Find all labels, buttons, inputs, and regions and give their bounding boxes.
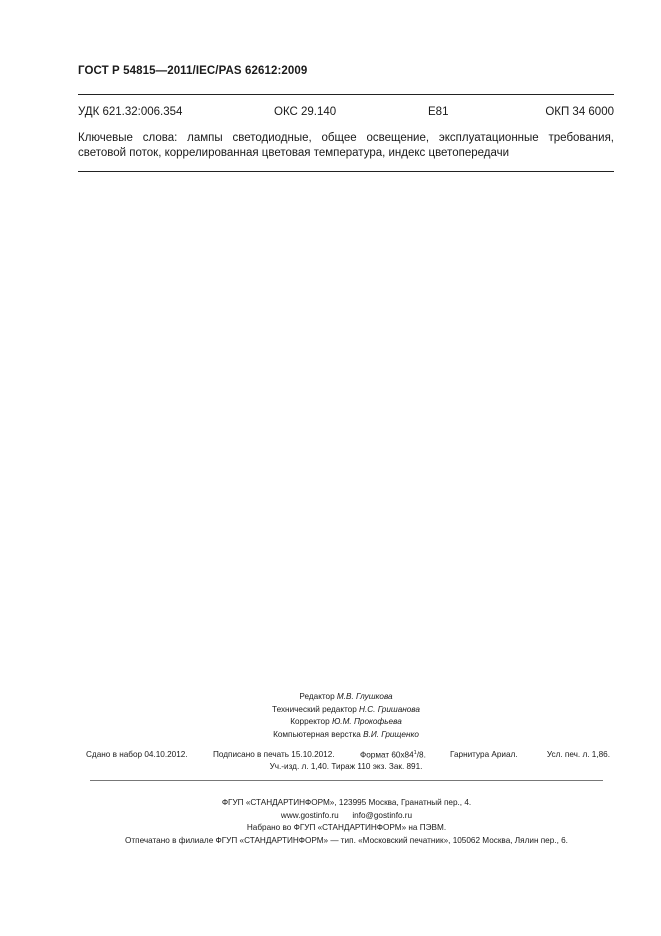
editor-name: М.В. Глушкова — [336, 692, 393, 701]
corrector-name: Ю.М. Прокофьева — [331, 717, 402, 726]
okp-code: ОКП 34 6000 — [545, 106, 614, 118]
signed-date: Подписано в печать 15.10.2012. — [213, 750, 335, 759]
publisher-address: ФГУП «СТАНДАРТИНФОРМ», 123995 Москва, Гранатный пер., 4. — [221, 798, 472, 807]
format-superscript: 1 — [413, 750, 417, 756]
printing-note: Отпечатано в филиале ФГУП «СТАНДАРТИНФОРМ» — тип. «Московский печатник», 105062 Москва, Лялин пер., 6. — [125, 835, 568, 845]
keywords-paragraph: Ключевые слова: лампы светодиодные, общее освещение, эксплуатационные требования, световой поток, коррелированная цветовая температура, индекс цветопередачи — [78, 132, 614, 159]
layout-role: Компьютерная верстка — [273, 729, 361, 739]
format-prefix: Формат 60x84 — [360, 750, 414, 760]
format-suffix: /8. — [416, 750, 426, 760]
submitted-date: Сдано в набор 04.10.2012. — [86, 750, 188, 759]
typeset-note: Набрано во ФГУП «СТАНДАРТИНФОРМ» на ПЭВМ. — [246, 823, 447, 832]
publication-row — [86, 750, 610, 762]
tech-editor-role: Технический редактор — [272, 704, 357, 714]
corrector-role: Корректор — [290, 717, 330, 726]
udk-code: УДК 621.32:006.354 — [78, 106, 183, 118]
publication-row-2: Уч.-изд. л. 1,40. Тираж 110 экз. Зак. 891. — [269, 762, 423, 771]
imprint-block — [90, 797, 603, 847]
paper-format — [360, 750, 426, 760]
layout-line — [160, 729, 532, 742]
group-code: Е81 — [428, 106, 449, 118]
oks-code: ОКС 29.140 — [274, 106, 337, 118]
credits-block — [160, 691, 532, 741]
editor-line — [160, 691, 532, 704]
typeface: Гарнитура Ариал. — [450, 750, 518, 759]
editor-role: Редактор — [299, 692, 335, 701]
corrector-line — [160, 716, 532, 729]
publisher-contacts: www.gostinfo.ru info@gostinfo.ru — [280, 810, 413, 820]
keywords-divider — [78, 171, 614, 172]
tech-editor-line — [160, 704, 532, 717]
top-divider — [78, 94, 614, 95]
layout-name: В.И. Грищенко — [363, 729, 419, 739]
document-title: ГОСТ Р 54815—2011/IEC/PAS 62612:2009 — [78, 65, 308, 77]
classification-row — [78, 106, 614, 120]
imprint-divider — [90, 780, 603, 781]
print-sheets: Усл. печ. л. 1,86. — [546, 750, 610, 759]
tech-editor-name: Н.С. Гришанова — [359, 704, 420, 714]
